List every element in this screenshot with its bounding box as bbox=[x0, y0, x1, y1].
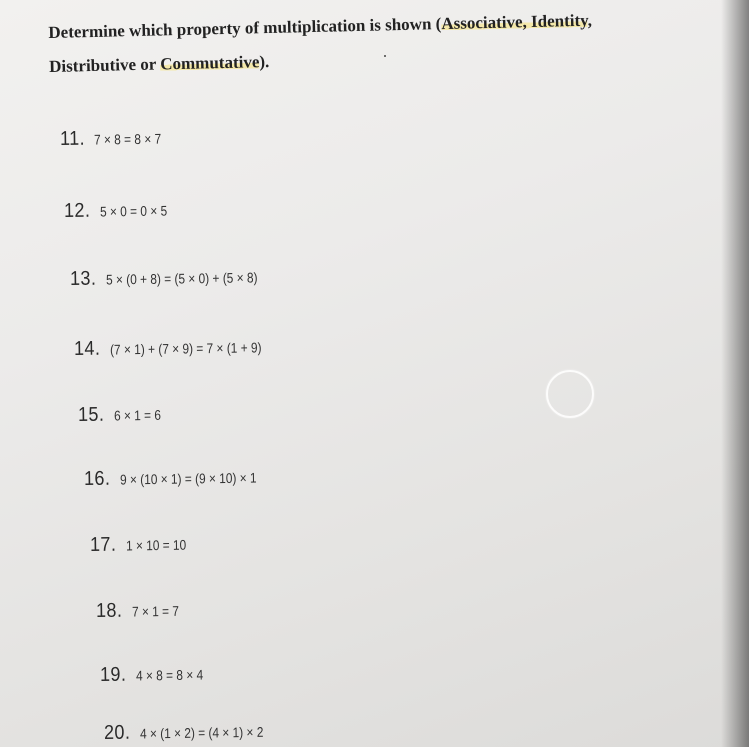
problem-number: 14. bbox=[73, 337, 101, 360]
problem-number: 13. bbox=[69, 267, 97, 290]
problem-expression: 4 × (1 × 2) = (4 × 1) × 2 bbox=[139, 723, 264, 742]
problem-20 bbox=[104, 719, 285, 745]
problem-17 bbox=[90, 533, 197, 557]
problem-expression: (7 × 1) + (7 × 9) = 7 × (1 + 9) bbox=[109, 339, 262, 358]
problem-number: 15. bbox=[77, 403, 105, 426]
problem-number: 16. bbox=[83, 467, 111, 490]
problem-number: 12. bbox=[63, 199, 91, 222]
instructions-part-6: ). bbox=[259, 51, 270, 72]
instructions-text bbox=[48, 2, 679, 84]
problem-15 bbox=[78, 403, 169, 427]
problem-expression: 1 × 10 = 10 bbox=[125, 536, 187, 554]
problem-expression: 9 × (10 × 1) = (9 × 10) × 1 bbox=[119, 469, 257, 488]
problem-number: 17. bbox=[89, 533, 117, 556]
ink-dot bbox=[384, 55, 386, 57]
instructions-highlight-associative-identity: Associative, Identity bbox=[441, 10, 588, 34]
problem-expression: 6 × 1 = 6 bbox=[113, 406, 161, 424]
problem-number: 11. bbox=[59, 127, 86, 150]
problem-expression: 7 × 8 = 8 × 7 bbox=[94, 130, 162, 148]
problem-19 bbox=[100, 662, 215, 687]
problem-14 bbox=[74, 335, 288, 361]
instructions-part-4: Distributive or bbox=[48, 54, 161, 76]
instructions-part-1: Determine which property of multiplication is shown ( bbox=[48, 14, 442, 42]
problem-18 bbox=[96, 599, 187, 623]
problem-expression: 4 × 8 = 8 × 4 bbox=[135, 666, 204, 684]
problem-number: 20. bbox=[103, 721, 131, 744]
light-reflection-circle bbox=[546, 370, 594, 418]
problem-16 bbox=[84, 465, 281, 491]
instructions-part-3: , bbox=[587, 10, 593, 30]
problem-12 bbox=[64, 198, 179, 223]
problem-expression: 5 × (0 + 8) = (5 × 0) + (5 × 8) bbox=[105, 269, 258, 288]
problem-13 bbox=[70, 265, 284, 291]
problem-11 bbox=[60, 126, 174, 151]
problem-expression: 7 × 1 = 7 bbox=[131, 602, 179, 620]
problem-number: 19. bbox=[99, 663, 127, 686]
problem-expression: 5 × 0 = 0 × 5 bbox=[99, 202, 168, 220]
instructions-highlight-commutative: Commutative bbox=[160, 52, 260, 74]
photo-shadow-edge bbox=[721, 0, 749, 747]
problem-number: 18. bbox=[95, 599, 123, 622]
